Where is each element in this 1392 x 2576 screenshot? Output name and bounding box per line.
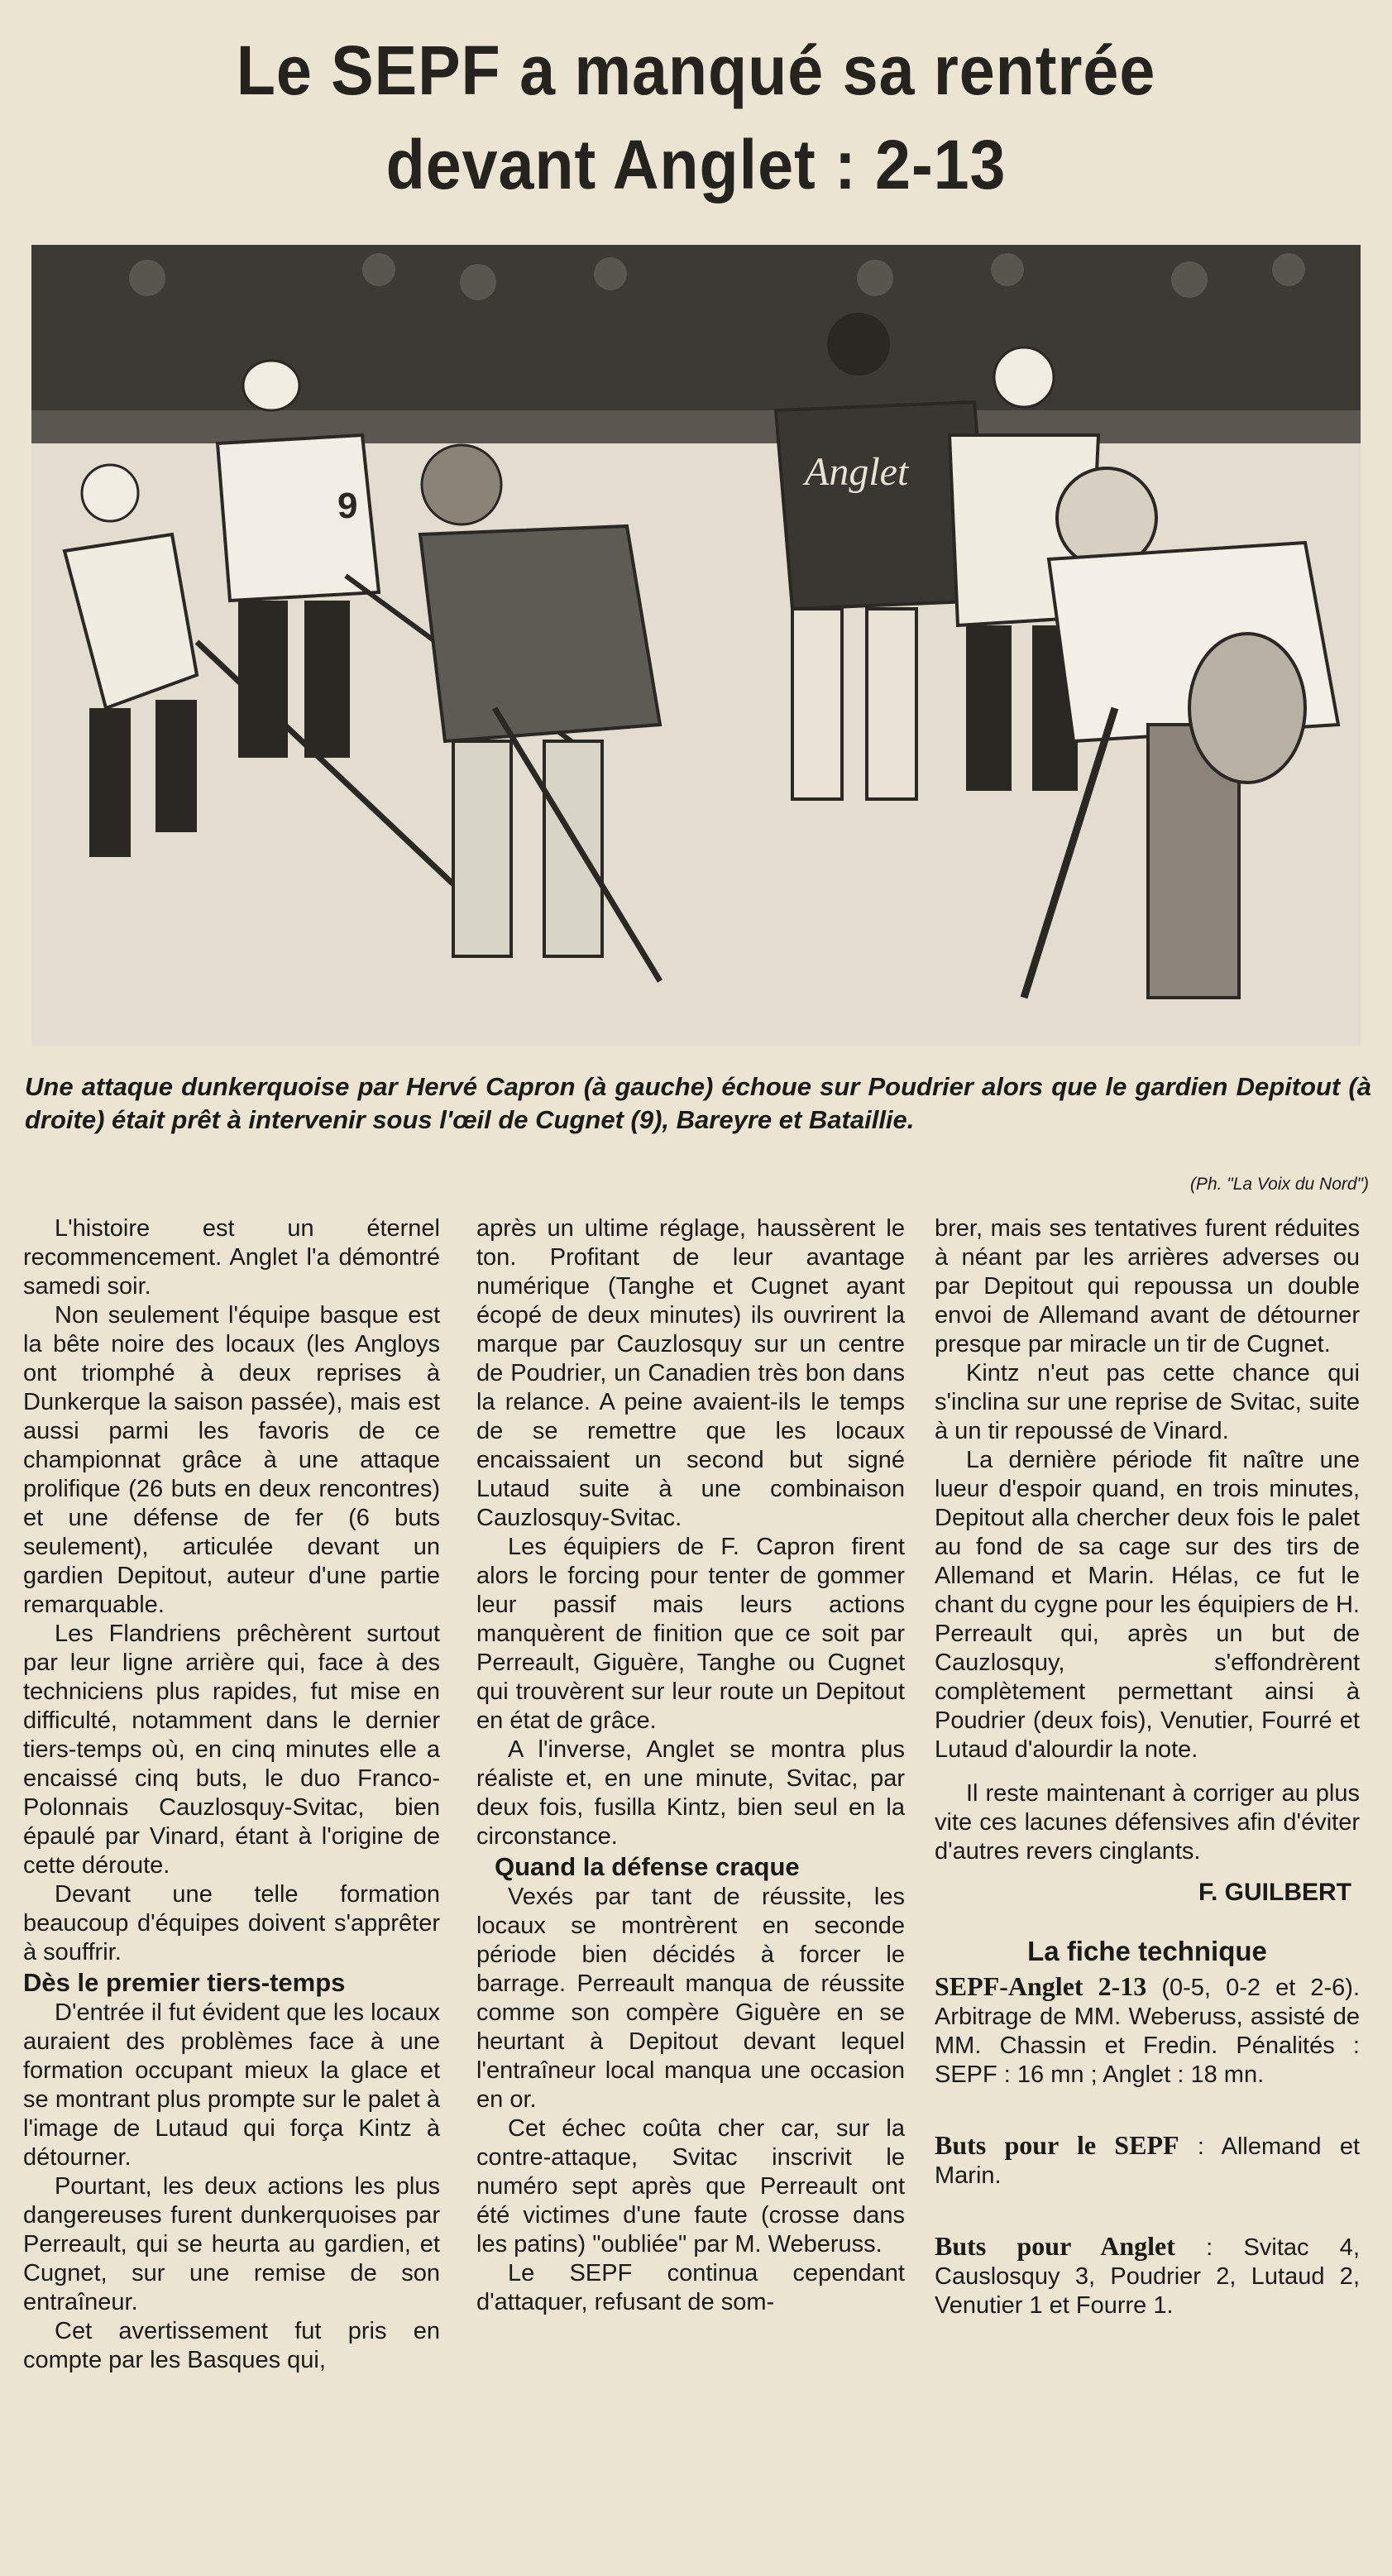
paragraph: Non seulement l'équipe basque est la bête noire des locaux (les Angloys ont triomphé à deux reprises à Dunkerque la saison passée), mais est aussi parmi les favoris de ce championnat grâce à une attaque prolifique (26 buts en deux rencontres) et une défense de fer (6 buts seulement), articulée devant un gardien Depitout, auteur d'une partie remarquable. (23, 1302, 440, 1618)
article-column-1 (23, 1214, 440, 2375)
goals-anglet (935, 2232, 1360, 2320)
paragraph: brer, mais ses tentatives furent réduites à néant par les arrières adverses ou par Depitout qui repoussa un double envoi de Allemand avant de détourner presque par miracle un tir de Cugnet. (935, 1215, 1360, 1357)
paragraph: A l'inverse, Anglet se montra plus réaliste et, en une minute, Svitac, par deux fois, fusilla Kintz, bien seul en la circonstance. (476, 1736, 905, 1850)
paragraph: Les équipiers de F. Capron firent alors le forcing pour tenter de gommer leur passif mais leurs actions manquèrent de finition que ce soit par Perreault, Giguère, Tanghe ou Cugnet qui trouvèrent sur leur route un Depitout en état de grâce. (476, 1534, 905, 1734)
paragraph: Les Flandriens prêchèrent surtout par leur ligne arrière qui, face à des techniciens plus rapides, fut mise en difficulté, notamment dans le dernier tiers-temps où, en cinq minutes elle a encaissé cinq buts, le duo Franco-Polonnais Cauzlosquy-Svitac, bien épaulé par Vinard, étant à l'origine de cette déroute. (23, 1621, 440, 1879)
technical-sheet-score (935, 1972, 1360, 2090)
paragraph: Cet avertissement fut pris en compte par les Basques qui, (23, 2318, 440, 2373)
subheading: Quand la défense craque (495, 1852, 800, 1881)
paragraph: La dernière période fit naître une lueur d'espoir quand, en trois minutes, Depitout alla chercher deux fois le palet au fond de sa cage sur des tirs de Allemand et Marin. Hélas, ce fut le chant du cygne pour les équipiers de H. Perreault qui, après un but de Cauzlosquy, s'effondrèrent complètement permettant ainsi à Poudrier (deux fois), Venutier, Fourré et Lutaud d'alourdir la note. (935, 1447, 1360, 1763)
goals-sepf-text: : Allemand et Marin. (935, 2133, 1361, 2189)
hockey-photo (31, 245, 1361, 1046)
paragraph: Il reste maintenant à corriger au plus vite ces lacunes défensives afin d'éviter d'autres revers cinglants. (935, 1780, 1360, 1865)
paragraph: D'entrée il fut évident que les locaux auraient des problèmes face à une formation occupant mieux la glace et se montrant plus prompte sur le palet à l'image de Lutaud qui força Kintz à détourner. (23, 1999, 440, 2171)
paragraph: après un ultime réglage, haussèrent le ton. Profitant de leur avantage numérique (Tanghe et Cugnet ayant écopé de deux minutes) ils ouvrirent la marque par Cauzlosquy sur un centre de Poudrier, un Canadien très bon dans la relance. A peine avaient-ils le temps de se remettre que les locaux encaissaient un second but signé Lutaud suite à une combinaison Cauzlosquy-Svitac. (476, 1215, 905, 1531)
paragraph: Devant une telle formation beaucoup d'équipes doivent s'apprêter à souffrir. (23, 1881, 440, 1966)
goals-anglet-label: Buts pour Anglet (935, 2231, 1175, 2261)
svg-text:9: 9 (337, 486, 358, 526)
paragraph: L'histoire est un éternel recommencement. Anglet l'a démontré samedi soir. (23, 1215, 440, 1300)
paragraph: Kintz n'eut pas cette chance qui s'inclina sur une reprise de Svitac, suite à un tir repoussé de Vinard. (935, 1360, 1360, 1444)
technical-sheet-title: La fiche technique (1027, 1936, 1267, 1966)
score-details: (0-5, 0-2 et 2-6). Arbitrage de MM. Weberuss, assisté de MM. Chassin et Fredin. Pénalités : SEPF : 16 mn ; Anglet : 18 mn. (935, 1975, 1360, 2088)
paragraph: Vexés par tant de réussite, les locaux se montrèrent en seconde période bien décidés à forcer le barrage. Perreault manqua de réussite comme son compère Giguère en se heurtant à Depitout devant lequel l'entraîneur local manqua une occasion en or. (476, 1884, 905, 2113)
article-column-2 (476, 1214, 905, 2317)
photo-credit: (Ph. "La Voix du Nord") (1189, 1175, 1369, 1194)
goals-anglet-text: : Svitac 4, Causlosquy 3, Poudrier 2, Lutaud 2, Venutier 1 et Fourre 1. (935, 2234, 1360, 2319)
technical-sheet (935, 1937, 1360, 2320)
headline-line-1: Le SEPF a manqué sa rentrée (236, 31, 1156, 109)
hockey-scene (31, 245, 1361, 1046)
article-column-3 (935, 1214, 1360, 2320)
rink-boards (31, 410, 1361, 443)
crowd-stands (31, 245, 1361, 435)
paragraph: Pourtant, les deux actions les plus dangereuses furent dunkerquoises par Perreault, qui se heurta au gardien, et Cugnet, sur une remise de son entraîneur. (23, 2173, 440, 2315)
score-label: SEPF-Anglet 2-13 (935, 1971, 1147, 2001)
headline-line-2: devant Anglet : 2-13 (385, 126, 1007, 203)
author-signature: F. GUILBERT (1198, 1879, 1351, 1906)
svg-text:Anglet: Anglet (805, 450, 909, 494)
goals-sepf-label: Buts pour le SEPF (935, 2130, 1179, 2160)
paragraph: Le SEPF continua cependant d'attaquer, refusant de som- (476, 2260, 905, 2315)
paragraph: Cet échec coûta cher car, sur la contre-attaque, Svitac inscrivit le numéro sept après que Perreault ont été victimes d'une faute (crosse dans les patins) "oubliée" par M. Weberuss. (476, 2115, 905, 2258)
headline (0, 23, 1392, 212)
photo-caption: Une attaque dunkerquoise par Hervé Capron (à gauche) échoue sur Poudrier alors que le gardien Depitout (à droite) était prêt à intervenir sous l'œil de Cugnet (9), Bareyre et Bataillie. (25, 1072, 1371, 1134)
subheading: Dès le premier tiers-temps (23, 1968, 346, 1997)
goals-sepf (935, 2131, 1360, 2191)
